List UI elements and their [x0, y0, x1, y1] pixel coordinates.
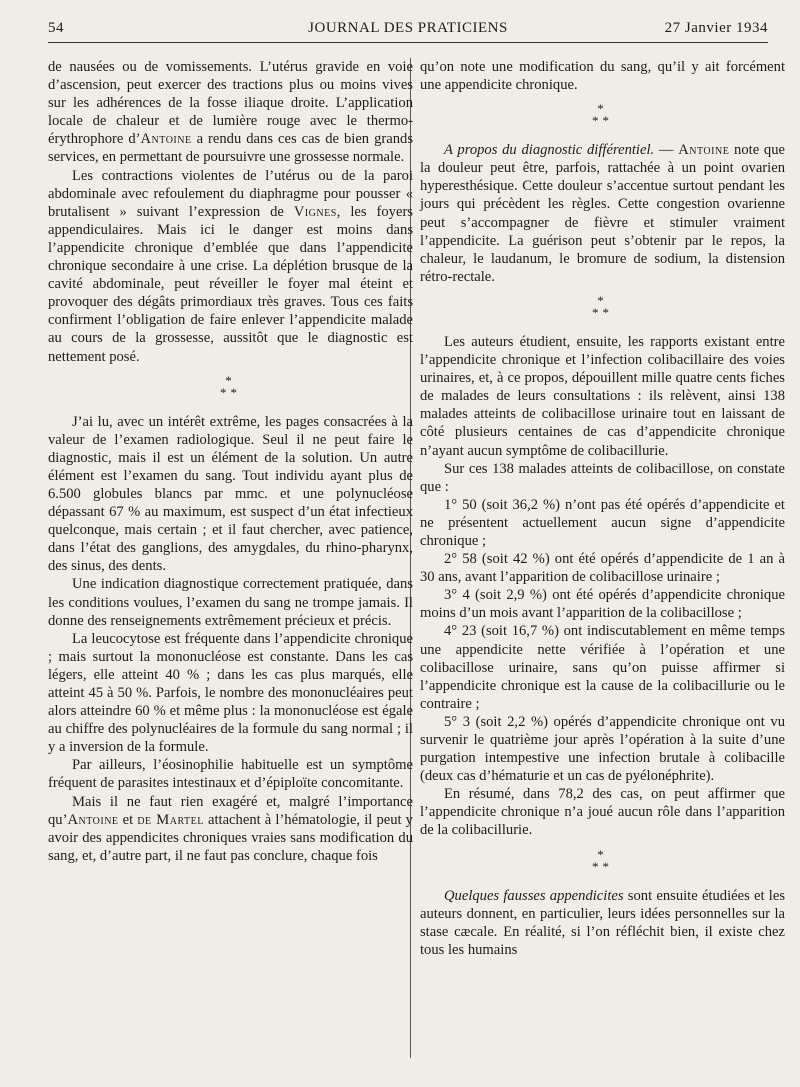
issue-date: 27 Janvier 1934 — [664, 20, 768, 36]
left-column — [48, 58, 413, 865]
journal-title: JOURNAL DES PRATICIENS — [308, 20, 508, 36]
paragraph: Quelques fausses appendicites sont ensuite étudiées et les auteurs donnent, en particulier, leurs idées personnelles sur la stase cæcale. En réalité, si l’on réfléchit bien, il existe chez tous les humains — [420, 887, 786, 958]
author-name: Antoine — [140, 131, 192, 148]
list-item: 3° 4 (soit 2,9 %) ont été opérés d’appendicite chronique moins d’un mois avant l’apparition de la colibacillose ; — [420, 587, 785, 622]
header-rule — [48, 42, 768, 43]
page-header — [48, 18, 768, 44]
section-separator: * ** — [220, 372, 241, 400]
section-separator: * ** — [592, 101, 613, 129]
paragraph: J’ai lu, avec un intérêt extrême, les pages consacrées à la valeur de l’examen radiologique. Seul il ne peut faire le diagnostic, mais il est un élément de la solution. Un autre élément est l’examen du sang. Tout individu ayant plus de 6.500 globules blancs par mmc. et une polynucléose dépassant 67 % au maximum, est suspect d’un état infectieux quelconque, mais certain ; et il faut chercher, avec patience, dans l’état des ganglions, des amygdales, du rhino-pharynx, des sinus, des dents. — [48, 413, 413, 575]
section-heading: Quelques fausses appendicites — [444, 887, 624, 904]
list-item: 2° 58 (soit 42 %) ont été opérés d’appendicite de 1 an à 30 ans, avant l’apparition de colibacillose urinaire ; — [420, 551, 785, 586]
paragraph: Sur ces 138 malades atteints de colibacillose, on constate que : — [420, 460, 785, 495]
paragraph: A propos du diagnostic différentiel. — Antoine note que la douleur peut être, parfois, rattachée à un point ovarien hyperesthésique. Cette douleur s’accentue surtout pendant les jours qui précèdent les règles. Cette congestion ovarienne peut s’accompagner de fièvre et stimuler vraiment l’appendicite. La guérison peut s’obtenir par le repos, la chaleur, le laudanum, le bromure de sodium, la distension rétro-rectale. — [420, 142, 785, 285]
author-name: Antoine — [678, 142, 730, 159]
paragraph: Mais il ne faut rien exagéré et, malgré l’importance qu’Antoine et de Martel attachent à l’hématologie, il peut y avoir des appendicites chroniques vraies sans modification du sang, et, d’autre part, il ne faut pas conclure, chaque fois — [48, 793, 413, 864]
right-column — [420, 58, 785, 959]
author-name: de Martel — [137, 811, 204, 828]
paragraph: Par ailleurs, l’éosinophilie habituelle est un symptôme fréquent de parasites intestinaux et d’épiploïte concomitante. — [48, 757, 413, 792]
paragraph: Une indication diagnostique correctement pratiquée, dans les conditions voulues, l’examen du sang ne trompe jamais. Il donne des renseignements extrêmement précieux et précis. — [48, 576, 413, 629]
page-number: 54 — [48, 20, 64, 36]
list-item: 4° 23 (soit 16,7 %) ont indiscutablement en même temps une appendicite nette vérifiée à l’opération et une colibacillose urinaire, sans qu’on puisse affirmer si l’appendicite chronique est la cause de la colibacillurie ou le contraire ; — [420, 623, 785, 712]
list-item: 1° 50 (soit 36,2 %) n’ont pas été opérés d’appendicite et ne présentent actuellement aucun signe d’appendicite chronique ; — [420, 496, 785, 549]
list-item: 5° 3 (soit 2,2 %) opérés d’appendicite chronique ont vu survenir le quatrième jour après l’opération à la suite d’une purgation intempestive une infection brutale à colibacille (deux cas d’hématurie et un cas de pyélonéphrite). — [420, 713, 785, 785]
paragraph: de nausées ou de vomissements. L’utérus gravide en voie d’ascension, peut exercer des tractions plus ou moins vives sur les adhérences de la fosse iliaque droite. L’application locale de chaleur et de lumière rouge avec le thermo-érythrophore d’Antoine a rendu dans ces cas de bien grands services, en permettant de poursuivre une grossesse normale. — [48, 59, 413, 166]
paragraph: Les auteurs étudient, ensuite, les rapports existant entre l’appendicite chronique et l’infection colibacillaire des voies urinaires, et, à ce propos, dépouillent mille quatre cents fiches de malades de leurs consultations : ils relèvent, ainsi 138 malades atteints de colibacillose urinaire tout en laissant de côté plusieurs centaines de cas d’appendicite chronique n’ayant aucun symptôme de colibacillurie. — [420, 333, 785, 459]
section-separator: * ** — [592, 846, 613, 874]
author-name: Vignes — [293, 203, 337, 220]
paragraph: La leucocytose est fréquente dans l’appendicite chronique ; mais surtout la mononucléose est constante. Dans les cas légers, elle atteint 40 % ; dans les cas plus marqués, elle atteint 45 à 50 %. Parfois, le nombre des mononucléaires peut alors atteindre 60 % et même plus : la mononucléose est égale au chiffre des polynucléaires de la formule du sang normal ; il y a inversion de la formule. — [48, 630, 413, 756]
section-heading: A propos du diagnostic différentiel. — [444, 142, 655, 159]
section-separator: * ** — [592, 292, 613, 320]
paragraph: Les contractions violentes de l’utérus ou de la paroi abdominale avec refoulement du diaphragme pour pousser « brutalisent » suivant l’expression de Vignes, les foyers appendiculaires. Mais ici le danger est moins dans l’appendicite chronique d’emblée que dans l’appendicite chronique secondaire à une crise. La déplétion brusque de la cavité abdominale, peut réveiller le foyer mal éteint et provoquer des dégâts primordiaux très graves. Tous ces faits confirment l’obligation de faire enlever l’appendicite malade au cours de la grossesse, aussitôt que le diagnostic est nettement posé. — [48, 167, 413, 365]
paragraph: En résumé, dans 78,2 des cas, on peut affirmer que l’appendicite chronique n’a joué aucun rôle dans l’apparition de la colibacillurie. — [420, 786, 785, 839]
paragraph: qu’on note une modification du sang, qu’il y ait forcément une appendicite chronique. — [420, 59, 785, 94]
author-name: Antoine — [67, 811, 119, 828]
